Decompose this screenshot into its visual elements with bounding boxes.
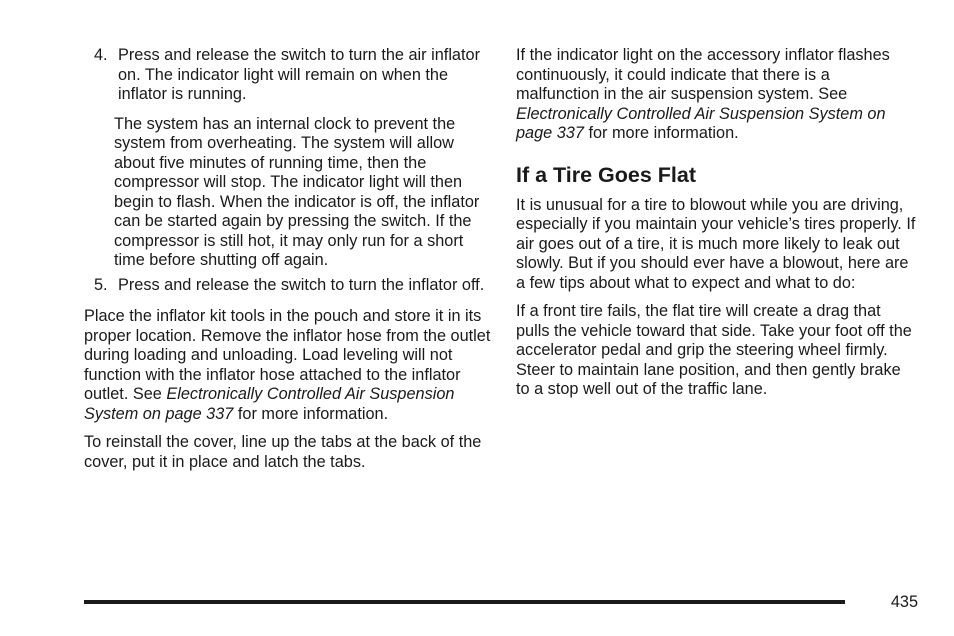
storage-paragraph [84, 307, 494, 424]
blowout-paragraph: It is unusual for a tire to blowout while you are driving, especially if you maintain your vehicle’s tires properly. If air goes out of a tire, it is much more likely to leak out slowly. But if you should ever have a blowout, here are a few tips about what to expect and what to do: [516, 195, 916, 292]
list-number: 4. [94, 46, 108, 64]
left-column [84, 46, 494, 481]
list-item-text: Press and release the switch to turn the inflator off. [118, 275, 485, 294]
section-heading: If a Tire Goes Flat [516, 162, 697, 187]
front-tire-paragraph: If a front tire fails, the flat tire will create a drag that pulls the vehicle toward that side. Take your foot off the accelerator pedal and grip the steering wheel firmly. Steer to maintain lane position, and then gently brake to a stop well out of the traffic lane. [516, 302, 912, 398]
paragraph-text: for more information. [583, 124, 739, 142]
cross-reference: Electronically Controlled Air Suspension System on page 337 [84, 385, 455, 423]
right-column [516, 46, 916, 409]
clock-note-paragraph: The system has an internal clock to prevent the system from overheating. The system will allow about five minutes of running time, then the compressor will stop. The indicator light will then begin to flash. When the indicator is off, the inflator can be started again by pressing the switch. If the compressor is still hot, it may only run for a short time before shutting off again. [114, 114, 480, 269]
list-item-text: Press and release the switch to turn the air inflator on. The indicator light will remain on when the inflator is running. [118, 46, 480, 103]
list-number: 5. [94, 275, 108, 294]
list-item-5 [84, 276, 494, 296]
footer-rule [84, 600, 845, 604]
page-number: 435 [890, 593, 918, 611]
indicator-paragraph [516, 46, 916, 144]
cross-reference: Electronically Controlled Air Suspension System on page 337 [516, 104, 886, 142]
list-item-4 [84, 46, 494, 105]
paragraph-text: Place the inflator kit tools in the pouch and store it in its proper location. Remove the inflator hose from the outlet during loading and unloading. Load leveling will not function with the inflator hose attached to the inflator outlet. See [84, 307, 491, 403]
paragraph-text: If the indicator light on the accessory inflator flashes continuously, it could indicate that there is a malfunction in the air suspension system. See [516, 46, 890, 103]
paragraph-text: for more information. [233, 404, 389, 423]
reinstall-paragraph: To reinstall the cover, line up the tabs at the back of the cover, put it in place and latch the tabs. [84, 433, 482, 471]
